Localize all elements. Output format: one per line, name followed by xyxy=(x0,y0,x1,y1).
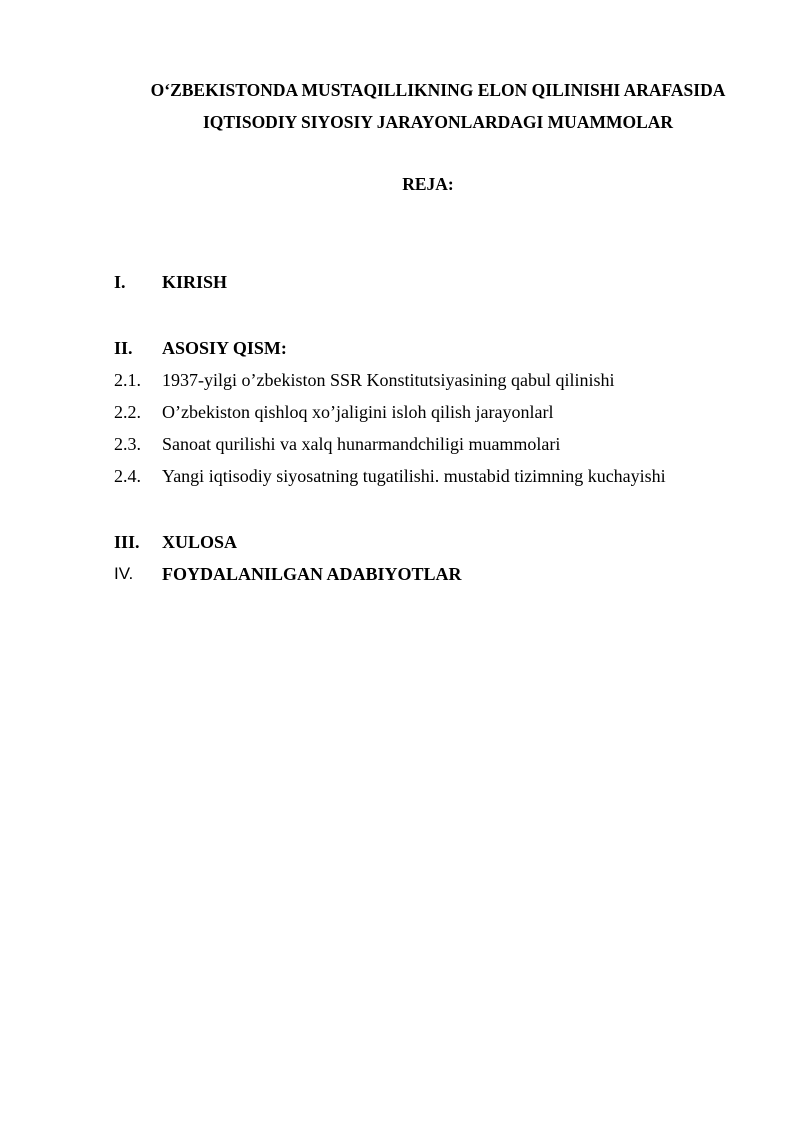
outline-item-conclusion xyxy=(0,530,800,554)
outline-number: 2.2. xyxy=(114,402,141,422)
outline-item-main-part xyxy=(0,336,800,360)
outline-number: I. xyxy=(114,272,126,292)
outline-number: II. xyxy=(114,338,133,358)
outline-text: Yangi iqtisodiy siyosatning tugatilishi. mustabid tizimning kuchayishi xyxy=(162,466,666,486)
outline-text: Sanoat qurilishi va xalq hunarmandchiligi muammolari xyxy=(162,434,561,454)
outline-item-2-3 xyxy=(0,432,800,456)
document-title xyxy=(100,74,776,138)
outline-text: XULOSA xyxy=(162,532,238,552)
outline-text: KIRISH xyxy=(162,272,228,292)
outline-number: 2.4. xyxy=(114,466,141,486)
outline-text: O’zbekiston qishloq xo’jaligini isloh qilish jarayonlarl xyxy=(162,402,554,422)
outline-number: 2.1. xyxy=(114,370,141,390)
outline-text: FOYDALANILGAN ADABIYOTLAR xyxy=(162,564,462,584)
outline-item-2-4 xyxy=(0,464,800,488)
outline-text: ASOSIY QISM: xyxy=(162,338,287,358)
outline-item-2-2 xyxy=(0,400,800,424)
title-line-2: IQTISODIY SIYOSIY JARAYONLARDAGI MUAMMOLAR xyxy=(202,112,674,132)
outline-number: 2.3. xyxy=(114,434,141,454)
outline-number: III. xyxy=(114,532,140,552)
outline-item-2-1 xyxy=(0,368,800,392)
outline-text: 1937-yilgi o’zbekiston SSR Konstitutsiyasining qabul qilinishi xyxy=(162,370,615,390)
outline-item-references xyxy=(0,562,800,586)
plan-heading: REJA: xyxy=(402,174,454,194)
outline-item-introduction xyxy=(0,270,800,294)
outline-number: IV. xyxy=(114,564,134,583)
title-line-1: O‘ZBEKISTONDA MUSTAQILLIKNING ELON QILINISHI ARAFASIDA xyxy=(150,80,726,100)
